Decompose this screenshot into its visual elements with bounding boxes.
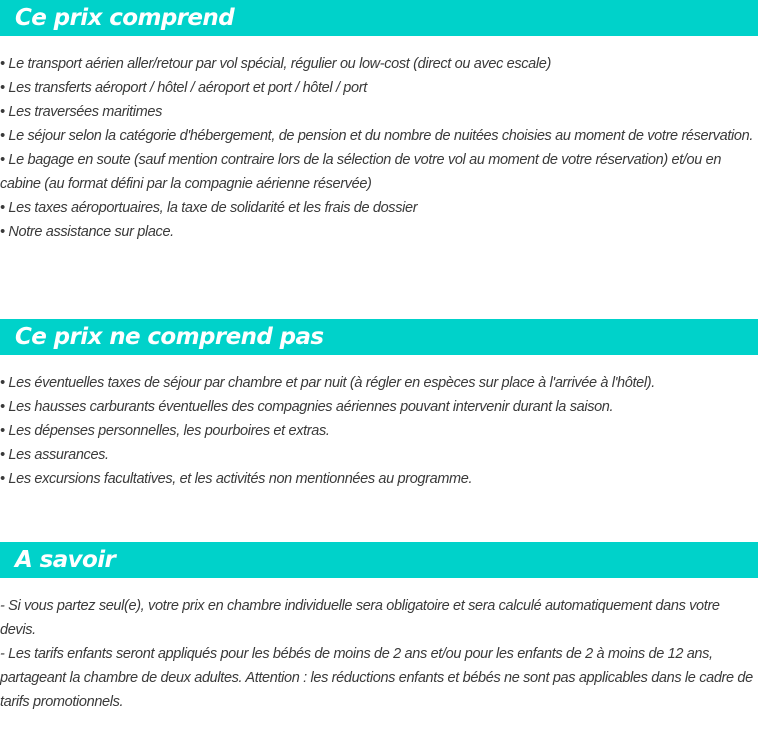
list-item: • Les taxes aéroportuaires, la taxe de solidarité et les frais de dossier [0, 200, 418, 216]
section-heading-included: Ce prix comprend [0, 0, 758, 36]
list-item: • Le transport aérien aller/retour par vol spécial, régulier ou low-cost (direct ou avec escale) [0, 56, 551, 72]
list-item: • Les excursions facultatives, et les activités non mentionnées au programme. [0, 471, 473, 487]
section-included [0, 0, 758, 244]
list-item: - Si vous partez seul(e), votre prix en chambre individuelle sera obligatoire et sera calculé automatiquement dans votre devis. [0, 598, 720, 638]
section-heading-not-included: Ce prix ne comprend pas [0, 319, 758, 355]
list-item: • Notre assistance sur place. [0, 224, 174, 240]
included-list [0, 36, 758, 244]
list-item: • Les éventuelles taxes de séjour par chambre et par nuit (à régler en espèces sur place à l'arrivée à l'hôtel). [0, 375, 655, 391]
list-item: • Les traversées maritimes [0, 104, 162, 120]
list-item: - Les tarifs enfants seront appliqués pour les bébés de moins de 2 ans et/ou pour les enfants de 2 à moins de 12 ans, partageant la chambre de deux adultes. Attention : les réductions enfants et bébés ne sont pas applicables dans le cadre de tarifs promotionnels. [0, 646, 753, 710]
section-good-to-know [0, 542, 758, 714]
list-item: • Les hausses carburants éventuelles des compagnies aériennes pouvant intervenir durant la saison. [0, 399, 614, 415]
list-item: • Les assurances. [0, 447, 109, 463]
good-to-know-list [0, 578, 758, 714]
list-item: • Le bagage en soute (sauf mention contraire lors de la sélection de votre vol au moment de votre réservation) et/ou en cabine (au format défini par la compagnie aérienne réservée) [0, 152, 722, 192]
list-item: • Le séjour selon la catégorie d'hébergement, de pension et du nombre de nuitées choisies au moment de votre réservation. [0, 128, 754, 144]
not-included-list [0, 355, 758, 491]
section-not-included [0, 319, 758, 491]
list-item: • Les dépenses personnelles, les pourboires et extras. [0, 423, 330, 439]
list-item: • Les transferts aéroport / hôtel / aéroport et port / hôtel / port [0, 80, 367, 96]
section-heading-good-to-know: A savoir [0, 542, 758, 578]
